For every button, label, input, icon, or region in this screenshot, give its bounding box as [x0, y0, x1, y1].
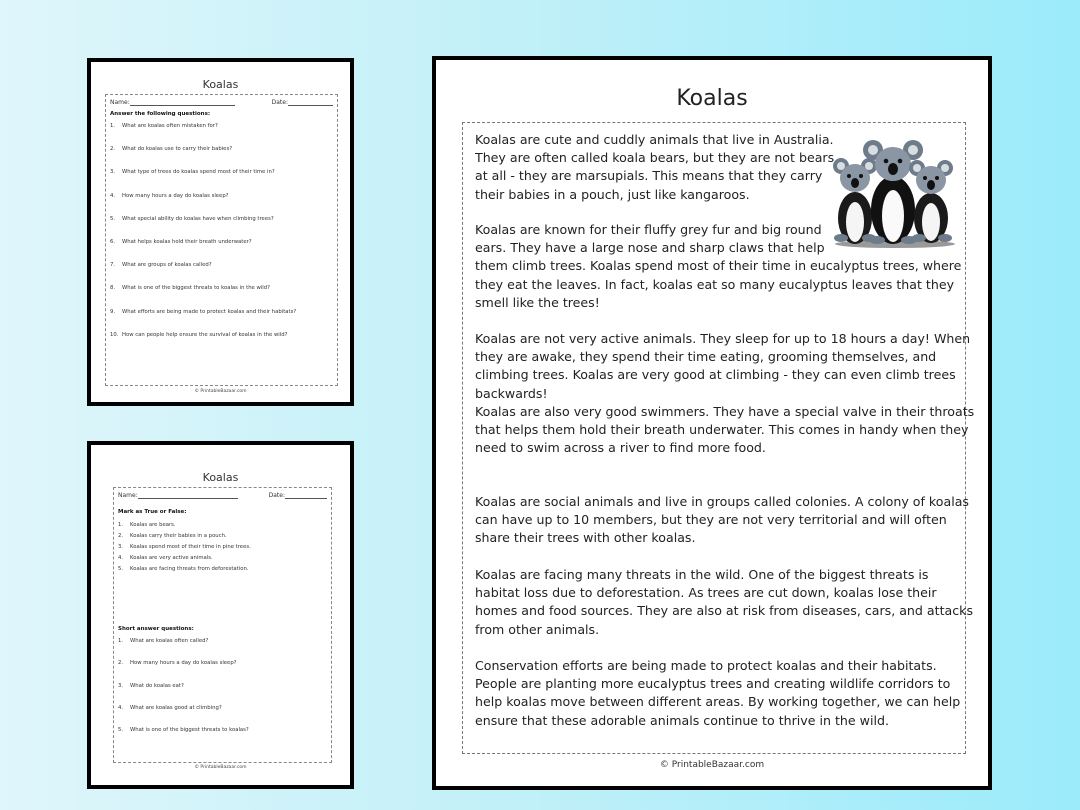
- question-number: 4.: [118, 555, 124, 561]
- passage-paragraph: [475, 566, 973, 639]
- question-text: Koalas are facing threats from deforestation.: [130, 566, 249, 572]
- question-number: 9.: [110, 308, 116, 315]
- passage-line: climbing trees. Koalas are very good at climbing - they can even climb trees: [475, 367, 956, 383]
- true-false-instruction: Mark as True or False:: [118, 509, 187, 515]
- passage-line: Koalas are cute and cuddly animals that live in Australia.: [475, 132, 834, 147]
- passage-line: Koalas are known for their fluffy grey fur and big round: [475, 222, 822, 237]
- passage-paragraph: [475, 131, 834, 204]
- question-item: [110, 239, 252, 245]
- passage-line: People are planting more eucalyptus trees and creating wildlife corridors to: [475, 676, 951, 692]
- question-number: 3.: [118, 544, 124, 550]
- question-item: [110, 193, 229, 199]
- worksheet-footer: © PrintableBazaar.com: [194, 765, 247, 770]
- passage-line: Koalas are facing many threats in the wild. One of the biggest threats is: [475, 567, 929, 582]
- question-item: [118, 705, 222, 711]
- instruction: Answer the following questions:: [110, 111, 211, 117]
- passage-line: homes and food sources. They are also at risk from diseases, cars, and attacks: [475, 603, 973, 619]
- question-item: [110, 332, 287, 338]
- question-item: [118, 638, 208, 644]
- question-text: What are groups of koalas called?: [122, 262, 212, 269]
- date-field: Date:: [269, 492, 327, 499]
- worksheet-title: Koalas: [202, 471, 239, 484]
- passage-line: share their trees with other koalas.: [475, 530, 696, 546]
- question-number: 10.: [110, 331, 119, 338]
- passage-line: help koalas move between different areas. By working together, we can help: [475, 694, 961, 710]
- question-text: What efforts are being made to protect koalas and their habitats?: [122, 308, 297, 315]
- passage-line: their babies in a pouch, just like kangaroos.: [475, 186, 750, 202]
- question-item: [118, 544, 251, 550]
- question-text: What are koalas good at climbing?: [130, 704, 222, 711]
- question-text: Koalas carry their babies in a pouch.: [130, 533, 227, 539]
- question-number: 7.: [110, 262, 116, 269]
- name-date-row: [110, 99, 333, 106]
- passage-line: can have up to 10 members, but they are not very territorial and will often: [475, 512, 947, 528]
- worksheet-true-false: [87, 441, 354, 789]
- passage-paragraph: [475, 330, 970, 403]
- question-text: What special ability do koalas have when climbing trees?: [122, 215, 274, 222]
- question-number: 1.: [118, 522, 124, 528]
- question-text: Koalas are very active animals.: [130, 555, 213, 561]
- question-number: 2.: [118, 533, 124, 539]
- question-item: [118, 566, 249, 572]
- passage-line: ensure that these adorable animals continue to thrive in the wild.: [475, 712, 889, 728]
- question-item: [118, 522, 176, 528]
- passage-line: at all - they are marsupials. This means that they carry: [475, 168, 823, 184]
- question-number: 6.: [110, 239, 116, 245]
- question-number: 5.: [118, 727, 124, 734]
- passage-footer: © PrintableBazaar.com: [659, 760, 765, 770]
- question-text: How many hours a day do koalas sleep?: [130, 660, 237, 667]
- passage-line: that helps them hold their breath underwater. This comes in handy when they: [475, 422, 969, 438]
- question-text: Koalas are bears.: [130, 522, 176, 528]
- question-item: [118, 727, 249, 733]
- question-number: 4.: [110, 192, 116, 199]
- question-text: What type of trees do koalas spend most of their time in?: [122, 169, 275, 176]
- passage-line: habitat loss due to deforestation. As trees are cut down, koalas lose their: [475, 585, 937, 601]
- passage-paragraph: [475, 657, 960, 730]
- question-text: What are koalas often called?: [130, 638, 209, 644]
- question-number: 4.: [118, 704, 124, 711]
- date-field: Date:: [272, 99, 333, 106]
- short-answer-instruction: Short answer questions:: [118, 626, 194, 632]
- question-number: 1.: [118, 638, 124, 644]
- question-number: 5.: [118, 566, 124, 572]
- passage-paragraph: [475, 403, 974, 458]
- question-text: What is one of the biggest threats to koalas?: [130, 727, 249, 734]
- question-item: [118, 660, 237, 666]
- question-item: [110, 123, 218, 129]
- question-number: 2.: [118, 660, 124, 667]
- passage-line: They are often called koala bears, but they are not bears: [475, 150, 835, 166]
- question-text: What helps koalas hold their breath underwater?: [122, 239, 252, 245]
- question-item: [110, 216, 274, 222]
- question-item: [118, 683, 184, 689]
- question-item: [110, 262, 212, 268]
- question-item: [118, 533, 227, 539]
- question-number: 8.: [110, 285, 116, 292]
- name-date-row: [118, 492, 327, 499]
- reading-passage: [432, 56, 992, 790]
- question-item: [110, 169, 275, 175]
- question-number: 3.: [118, 682, 124, 689]
- question-number: 1.: [110, 123, 116, 129]
- passage-line: Koalas are social animals and live in groups called colonies. A colony of koalas: [475, 494, 969, 509]
- question-item: [110, 285, 270, 291]
- passage-content-box: [462, 122, 975, 754]
- question-text: How many hours a day do koalas sleep?: [122, 192, 229, 199]
- passage-line: Koalas are also very good swimmers. They have a special valve in their throats: [475, 404, 975, 419]
- passage-line: they eat the leaves. In fact, koalas eat so many eucalyptus leaves that they: [475, 276, 955, 292]
- worksheet-content-box: [113, 487, 332, 763]
- question-text: What do koalas eat?: [130, 682, 184, 689]
- passage-line: smell like the trees!: [475, 294, 600, 310]
- worksheet-title: Koalas: [202, 78, 239, 91]
- question-number: 3.: [110, 169, 116, 176]
- worksheet-footer: © PrintableBazaar.com: [194, 389, 247, 394]
- passage-line: from other animals.: [475, 621, 600, 637]
- worksheet-content-box: [105, 94, 338, 386]
- passage-paragraph: [475, 493, 969, 548]
- passage-paragraph: [475, 221, 961, 312]
- question-text: What are koalas often mistaken for?: [122, 123, 218, 129]
- worksheet-questions: [87, 58, 354, 406]
- passage-line: ears. They have a large nose and sharp claws that help: [475, 240, 825, 256]
- question-text: How can people help ensure the survival of koalas in the wild?: [122, 331, 288, 338]
- passage-line: them climb trees. Koalas spend most of their time in eucalyptus trees, where: [475, 258, 962, 274]
- name-field: Name:: [110, 99, 235, 106]
- passage-line: Conservation efforts are being made to protect koalas and their habitats.: [475, 658, 937, 673]
- passage-line: Koalas are not very active animals. They sleep for up to 18 hours a day! When: [475, 331, 971, 346]
- name-field: Name:: [118, 492, 238, 499]
- question-item: [118, 555, 213, 561]
- question-text: Koalas spend most of their time in pine trees.: [130, 544, 251, 550]
- passage-line: backwards!: [475, 385, 548, 401]
- question-number: 5.: [110, 215, 116, 222]
- question-text: What is one of the biggest threats to koalas in the wild?: [122, 285, 270, 292]
- passage-line: they are awake, they spend their time eating, grooming themselves, and: [475, 349, 937, 365]
- question-number: 2.: [110, 146, 116, 153]
- passage-line: need to swim across a river to find more food.: [475, 440, 766, 456]
- question-text: What do koalas use to carry their babies?: [122, 146, 233, 153]
- question-item: [110, 146, 232, 152]
- passage-title: Koalas: [676, 86, 748, 111]
- question-item: [110, 309, 296, 315]
